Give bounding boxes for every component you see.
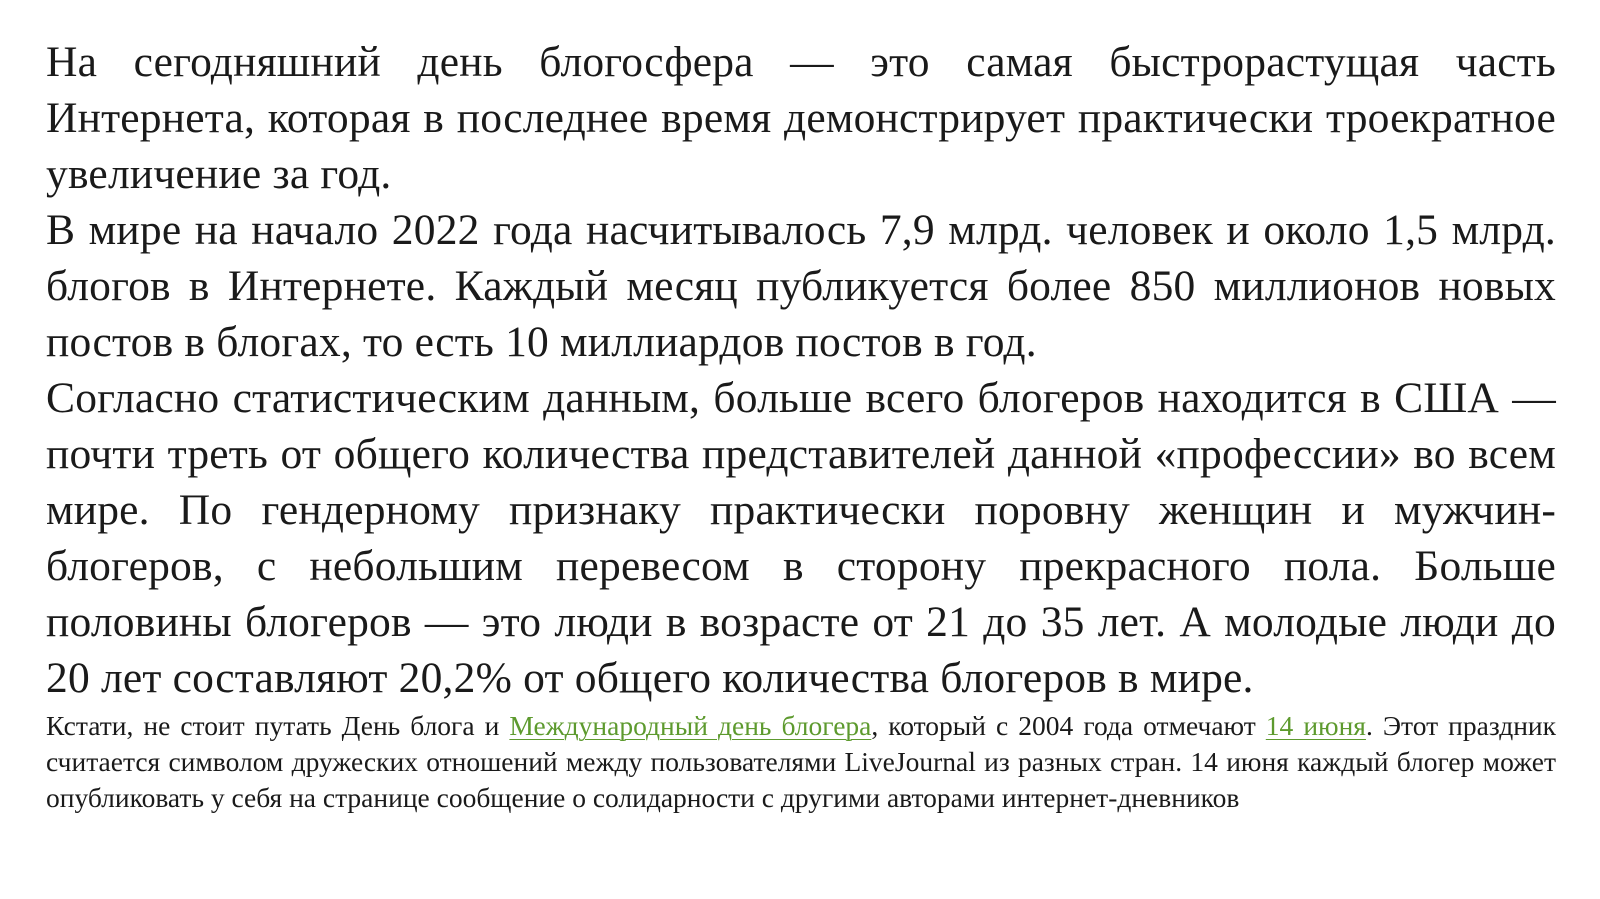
paragraph-blogosphere-growth: На сегодняшний день блогосфера — это самая быстрорастущая часть Интернета, которая в последнее время демонстрирует практически троекратное увеличение за год. [46,38,1556,198]
note-text-start: Кстати, не стоит путать День блога и [46,710,510,741]
note-paragraph [46,708,1556,816]
article-body [46,34,1556,816]
june-14-link[interactable]: 14 июня [1265,710,1366,741]
paragraph-world-statistics: В мире на начало 2022 года насчитывалось 7,9 млрд. человек и около 1,5 млрд. блогов в Интернете. Каждый месяц публикуется более 850 миллионов новых постов в блогах, то есть 10 миллиардов постов в год. [46,206,1556,366]
note-text-middle: , который с 2004 года отмечают [871,710,1266,741]
international-blogger-day-link[interactable]: Международный день блогера [509,710,872,741]
note-text-end: . Этот праздник считается символом дружеских отношений между пользователями LiveJournal из разных стран. 14 июня каждый блогер может опубликовать у себя на странице сообщение о солидарности с другими авторами интернет-дневников [46,710,1556,813]
paragraph-blogger-demographics: Согласно статистическим данным, больше всего блогеров находится в США — почти треть от общего количества представителей данной «профессии» во всем мире. По гендерному признаку практически поровну женщин и мужчин-блогеров, с небольшим перевесом в сторону прекрасного пола. Больше половины блогеров — это люди в возрасте от 21 до 35 лет. А молодые люди до 20 лет составляют 20,2% от общего количества блогеров в мире. [46,374,1556,702]
